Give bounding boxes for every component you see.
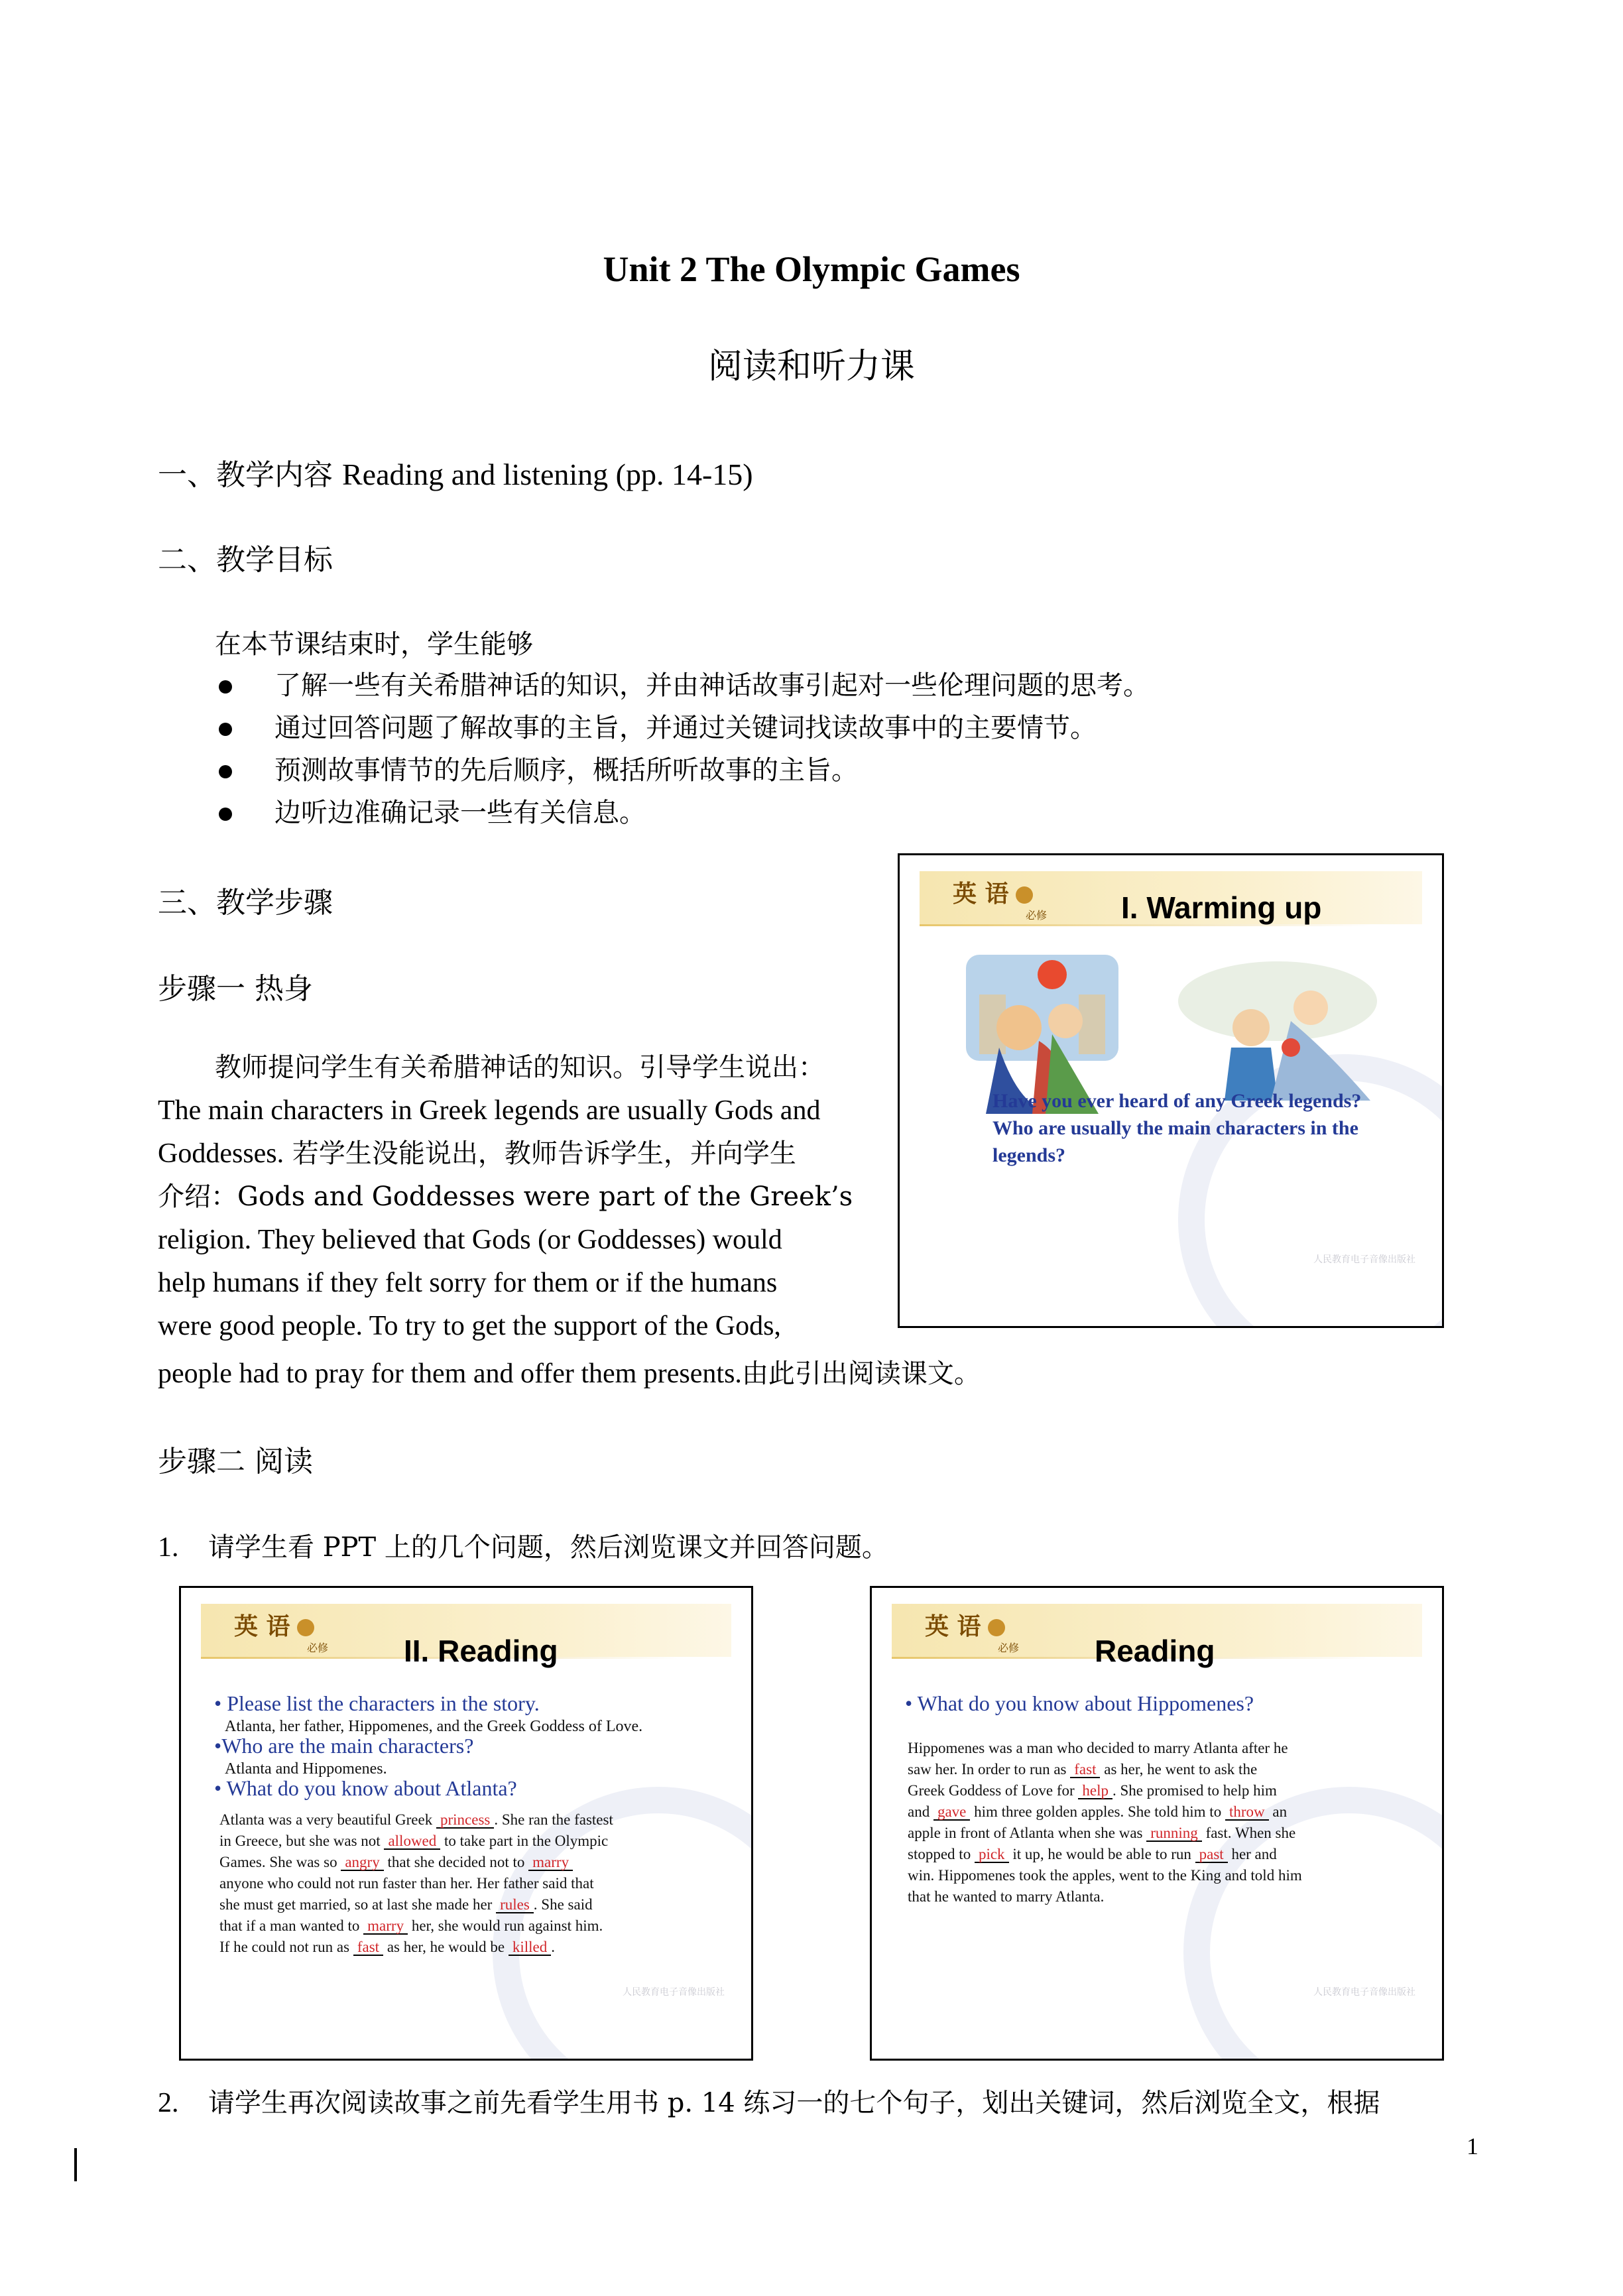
- page-subtitle: 阅读和听力课: [707, 347, 915, 387]
- slide-question: •Who are the main characters?: [214, 1734, 474, 1758]
- step2-item-1: 1. 请学生看 PPT 上的几个问题，然后浏览课文并回答问题。: [158, 1532, 888, 1563]
- step2-heading: 步骤二 阅读: [158, 1445, 313, 1479]
- cloze-answer: fast: [353, 1939, 383, 1956]
- cloze-answer: pick: [975, 1846, 1009, 1863]
- slide-reading-atlanta: 英 语 必修 II. Reading • Please list the characters in the story. Atlanta, her father, Hippomenes, and the Greek Goddess of Love. •Who are the main characters? Atlanta and Hippomenes. • What do you know about Atlanta? Atlanta was a very beautiful Greek princess . She ran the fastest in Greece, but she was not allowed to take part in the Olympic Games. She was so angry that she decided not to marry anyone who could not run faster than her. Her father said that she must get married, so at last she made her rules . She said that if a man wanted to marry her, she would run against him. If he could not run as fast as her, he would be killed . 人民教育电子音像出版社: [179, 1586, 753, 2061]
- section-teaching-goals: 二、教学目标: [158, 543, 333, 577]
- cloze-answer: gave: [933, 1804, 970, 1821]
- bullet-icon: [219, 680, 232, 694]
- cloze-answer: running: [1146, 1825, 1202, 1842]
- section-teaching-steps: 三、教学步骤: [158, 886, 333, 920]
- section-label: 一、教学内容: [158, 458, 333, 492]
- change-bar: [74, 2148, 77, 2181]
- objectives-list: [215, 664, 1150, 834]
- publisher-mark: 人民教育电子音像出版社: [1313, 1254, 1415, 1265]
- step2-item-2: 2. 请学生再次阅读故事之前先看学生用书 p. 14 练习一的七个句子，划出关键词，然后浏览全文，根据: [158, 2088, 1380, 2118]
- page-number: 1: [1467, 2133, 1478, 2159]
- textbook-logo: 英 语: [953, 875, 1033, 909]
- slide-cloze-text: Atlanta was a very beautiful Greek princess . She ran the fastest in Greece, but she was not allowed to take part in the Olympic Games. She was so angry that she decided not to marry anyone who could not run faster than her. Her father said that she must get married, so at last she made her rules . She said that if a man wanted to marry her, she would run against him. If he could not run as fast as her, he would be killed .: [219, 1811, 613, 1955]
- logo-badge-icon: [988, 1619, 1005, 1636]
- cloze-answer: throw: [1225, 1804, 1269, 1821]
- cloze-answer: marry: [528, 1854, 573, 1871]
- slide-warming-up: 英 语 必修 I. Warming up Have you ever heard of any Greek legends? Who are usually the main characters in the legends? 人民教育电子音像出版社: [898, 853, 1444, 1328]
- slide-title: I. Warming up: [1121, 890, 1322, 925]
- list-item: 了解一些有关希腊神话的知识，并由神话故事引起对一些伦理问题的思考。: [215, 664, 1150, 707]
- cloze-answer: rules: [496, 1897, 534, 1913]
- objectives-intro: 在本节课结束时，学生能够: [215, 629, 533, 660]
- cloze-answer: angry: [341, 1854, 383, 1871]
- textbook-logo: 英 语: [925, 1608, 1005, 1642]
- slide-cloze-text: Hippomenes was a man who decided to marry Atlanta after he saw her. In order to run as fast as her, he went to ask the Greek Goddess of Love for help . She promised to help him and gave him three golden apples. She told him to throw an apple in front of Atlanta when she was running fast. When she stopped to pick it up, he would be able to run past her and win. Hippomenes took the apples, went to the King and told him that he wanted to marry Atlanta.: [908, 1740, 1302, 1905]
- cloze-answer: princess: [436, 1812, 494, 1829]
- step1-last-line: people had to pray for them and offer them presents.由此引出阅读课文。: [158, 1359, 981, 1389]
- slide-question: Have you ever heard of any Greek legends? Who are usually the main characters in the legends?: [992, 1090, 1362, 1166]
- cloze-answer: marry: [363, 1918, 408, 1935]
- slide-title: II. Reading: [404, 1634, 558, 1668]
- cloze-answer: fast: [1070, 1762, 1100, 1778]
- slide-answer: Atlanta and Hippomenes.: [225, 1760, 387, 1778]
- publisher-mark: 人民教育电子音像出版社: [623, 1987, 725, 1998]
- slide-title: Reading: [1095, 1634, 1215, 1668]
- slide-question: • What do you know about Atlanta?: [214, 1776, 517, 1800]
- bullet-icon: [219, 808, 232, 821]
- step1-paragraph: 教师提问学生有关希腊神话的知识。引导学生说出： The main characters in Greek legends are usually Gods and Goddesses. 若学生没能说出，教师告诉学生，并向学生 介绍：Gods and Goddesses were part of the Greek’s religion. They believed that Gods (or Goddesses) would help humans if they felt sorry for them or if the humans were good people. To try to get the support of the Gods,: [158, 1052, 853, 1341]
- bullet-icon: [219, 723, 232, 736]
- slide-question: • What do you know about Hippomenes?: [905, 1691, 1254, 1715]
- cloze-answer: past: [1195, 1846, 1228, 1863]
- cloze-answer: allowed: [384, 1833, 440, 1850]
- logo-badge-icon: [297, 1619, 314, 1636]
- logo-badge-icon: [1016, 886, 1033, 904]
- cloze-answer: killed: [509, 1939, 551, 1956]
- slide-answer: Atlanta, her father, Hippomenes, and the Greek Goddess of Love.: [225, 1718, 643, 1735]
- section-teaching-content: [158, 451, 753, 493]
- section-text: Reading and listening (pp. 14-15): [342, 457, 753, 491]
- list-item: 通过回答问题了解故事的主旨，并通过关键词找读故事中的主要情节。: [215, 707, 1150, 749]
- publisher-mark: 人民教育电子音像出版社: [1313, 1987, 1415, 1998]
- textbook-logo: 英 语: [234, 1608, 314, 1642]
- cloze-answer: help: [1078, 1783, 1112, 1799]
- step1-heading: 步骤一 热身: [158, 972, 313, 1006]
- list-item: 边听边准确记录一些有关信息。: [215, 792, 1150, 834]
- bullet-icon: [219, 765, 232, 778]
- slide-question: • Please list the characters in the story.: [214, 1691, 540, 1715]
- slide-reading-hippomenes: 英 语 必修 Reading • What do you know about Hippomenes? Hippomenes was a man who decided to marry Atlanta after he saw her. In order to run as fast as her, he went to ask the Greek Goddess of Love for help . She promised to help him and gave him three golden apples. She told him to throw an apple in front of Atlanta when she was running fast. When she stopped to pick it up, he would be able to run past her and win. Hippomenes took the apples, went to the King and told him that he wanted to marry Atlanta. 人民教育电子音像出版社: [870, 1586, 1444, 2061]
- page-title: Unit 2 The Olympic Games: [603, 249, 1020, 289]
- list-item: 预测故事情节的先后顺序，概括所听故事的主旨。: [215, 749, 1150, 792]
